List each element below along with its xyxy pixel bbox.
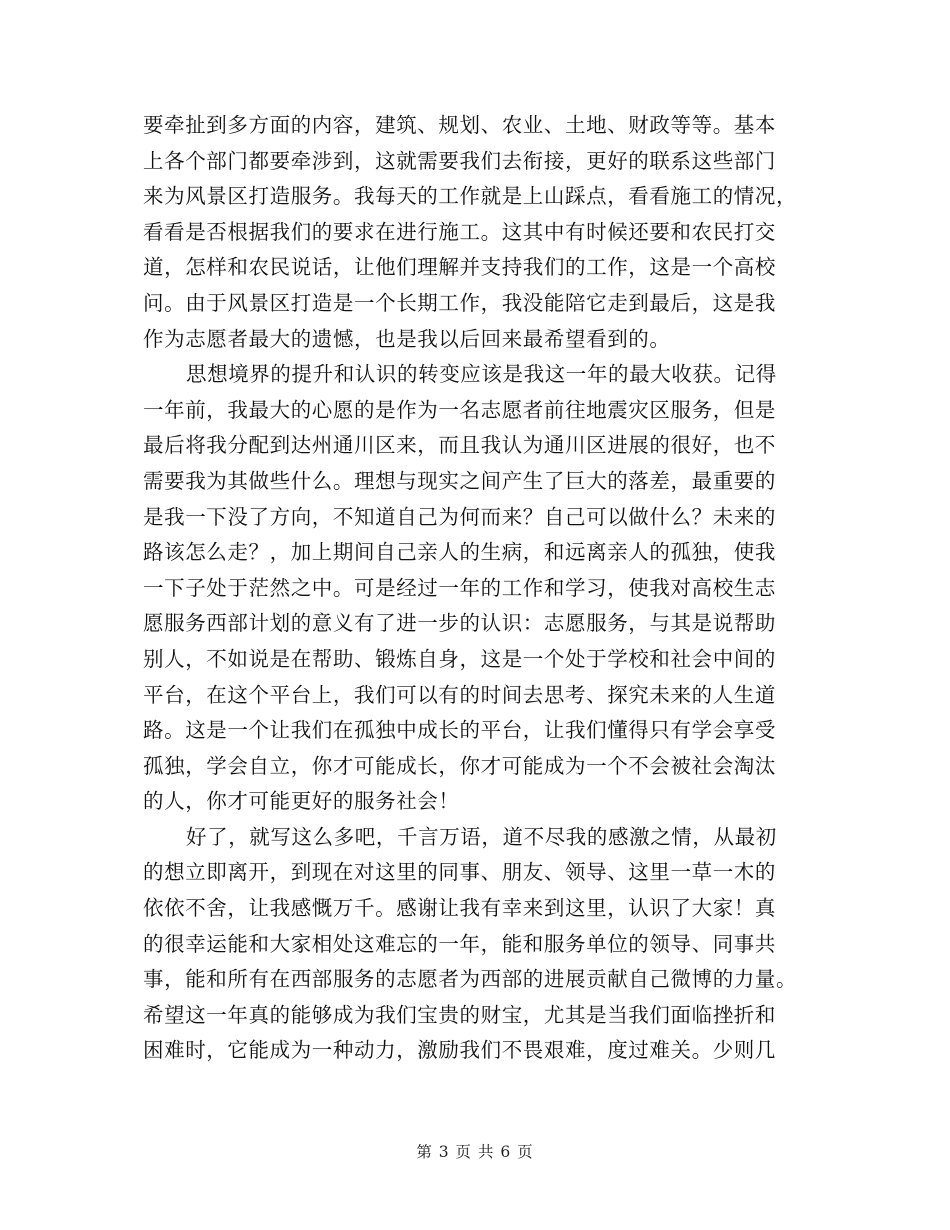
text-line: 要牵扯到多方面的内容，建筑、规划、农业、土地、财政等等。基本	[143, 113, 776, 137]
page-footer: 第 3 页 共 6 页	[416, 1143, 534, 1161]
text-line: 一年前，我最大的心愿的是作为一名志愿者前往地震灾区服务，但是	[143, 397, 776, 422]
text-line: 来为风景区打造服务。我每天的工作就是上山踩点，看看施工的情况，	[143, 184, 798, 209]
text-line: 作为志愿者最大的遗憾，也是我以后回来最希望看到的。	[143, 326, 671, 351]
text-line: 上各个部门都要牵涉到，这就需要我们去衔接，更好的联系这些部门	[143, 148, 776, 173]
text-line: 愿服务西部计划的意义有了进一步的认识：志愿服务，与其是说帮助	[143, 611, 776, 636]
text-line: 好了，就写这么多吧，千言万语，道不尽我的感激之情，从最初	[186, 824, 777, 849]
text-line: 路该怎么走？，加上期间自己亲人的生病，和远离亲人的孤独，使我	[143, 540, 776, 565]
text-line: 依依不舍，让我感慨万千。感谢让我有幸来到这里，认识了大家！真	[143, 896, 776, 921]
paragraph	[143, 108, 813, 357]
text-line: 思想境界的提升和认识的转变应该是我这一年的最大收获。记得	[186, 362, 777, 387]
text-line: 看看是否根据我们的要求在进行施工。这其中有时候还要和农民打交	[143, 219, 776, 244]
text-line: 别人，不如说是在帮助、锻炼自身，这是一个处于学校和社会中间的	[143, 646, 776, 671]
text-line: 道，怎样和农民说话，让他们理解并支持我们的工作，这是一个高校	[143, 255, 776, 280]
text-line: 路。这是一个让我们在孤独中成长的平台，让我们懂得只有学会享受	[143, 718, 776, 743]
text-line: 需要我为其做些什么。理想与现实之间产生了巨大的落差，最重要的	[143, 468, 776, 493]
text-line: 困难时，它能成为一种动力，激励我们不畏艰难，度过难关。少则几	[143, 1038, 776, 1063]
text-line: 的想立即离开，到现在对这里的同事、朋友、领导、这里一草一木的	[143, 860, 776, 885]
text-line: 是我一下没了方向，不知道自己为何而来？自己可以做什么？未来的	[143, 504, 776, 529]
paragraph	[143, 357, 813, 820]
text-line: 希望这一年真的能够成为我们宝贵的财宝，尤其是当我们面临挫折和	[143, 1002, 776, 1027]
text-line: 孤独，学会自立，你才可能成长，你才可能成为一个不会被社会淘汰	[143, 753, 776, 778]
text-line: 的很幸运能和大家相处这难忘的一年，能和服务单位的领导、同事共	[143, 931, 776, 956]
text-line: 事，能和所有在西部服务的志愿者为西部的进展贡献自己微博的力量。	[143, 967, 798, 992]
text-line: 问。由于风景区打造是一个长期工作，我没能陪它走到最后，这是我	[143, 290, 776, 315]
document-body	[143, 108, 813, 1069]
text-line: 平台，在这个平台上，我们可以有的时间去思考、探究未来的人生道	[143, 682, 776, 707]
text-line: 的人，你才可能更好的服务社会！	[143, 789, 460, 814]
paragraph	[143, 820, 813, 1069]
text-line: 最后将我分配到达州通川区来，而且我认为通川区进展的很好，也不	[143, 433, 776, 458]
text-line: 一下子处于茫然之中。可是经过一年的工作和学习，使我对高校生志	[143, 575, 776, 600]
